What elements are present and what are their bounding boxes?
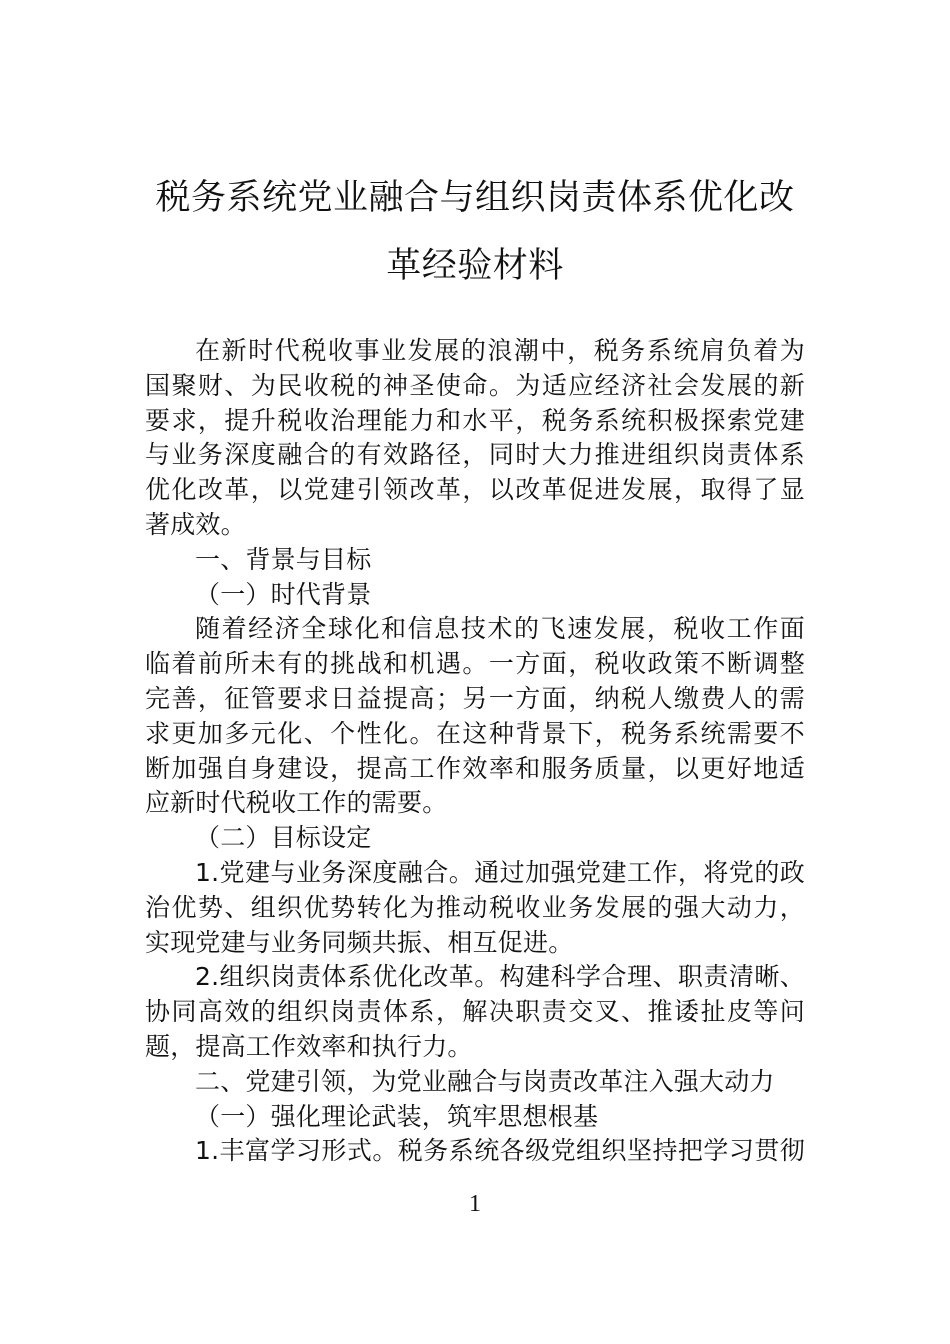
section-heading: 一、背景与目标 (195, 544, 372, 574)
paragraph-line: 优化改革，以党建引领改革，以改革促进发展，取得了显 (145, 475, 805, 505)
paragraph-line: 1.丰富学习形式。税务系统各级党组织坚持把学习贯彻 (195, 1136, 805, 1166)
paragraph-line: 2.组织岗责体系优化改革。构建科学合理、职责清晰、 (195, 962, 805, 992)
paragraph-line: 与业务深度融合的有效路径，同时大力推进组织岗责体系 (145, 440, 805, 470)
paragraph-line: 求更加多元化、个性化。在这种背景下，税务系统需要不 (145, 718, 805, 748)
paragraph-line: 完善，征管要求日益提高；另一方面，纳税人缴费人的需 (145, 683, 805, 713)
paragraph-line: 在新时代税收事业发展的浪潮中，税务系统肩负着为 (195, 336, 805, 365)
document-body (145, 334, 805, 1169)
paragraph-line: 协同高效的组织岗责体系，解决职责交叉、推诿扯皮等问 (145, 997, 805, 1027)
paragraph-line: 断加强自身建设，提高工作效率和服务质量，以更好地适 (145, 753, 805, 783)
paragraph-line: 应新时代税收工作的需要。 (145, 788, 448, 818)
section-heading: 二、党建引领，为党业融合与岗责改革注入强大动力 (195, 1066, 775, 1096)
page-number: 1 (469, 1191, 481, 1217)
document-title-line-1: 税务系统党业融合与组织岗责体系优化改 (155, 178, 795, 218)
paragraph-line: 著成效。 (145, 509, 246, 539)
paragraph-line: 1.党建与业务深度融合。通过加强党建工作，将党的政 (195, 857, 805, 887)
document-title-line-2: 革经验材料 (386, 246, 564, 286)
paragraph-line: 临着前所未有的挑战和机遇。一方面，税收政策不断调整 (145, 649, 805, 679)
paragraph-line: 要求，提升税收治理能力和水平，税务系统积极探索党建 (145, 405, 805, 435)
subsection-heading: （二）目标设定 (195, 823, 372, 853)
subsection-heading: （一）时代背景 (195, 579, 372, 609)
paragraph-line: 治优势、组织优势转化为推动税收业务发展的强大动力， (145, 892, 805, 922)
paragraph-line: 随着经济全球化和信息技术的飞速发展，税收工作面 (195, 614, 805, 644)
paragraph-line: 国聚财、为民收税的神圣使命。为适应经济社会发展的新 (145, 370, 805, 400)
subsection-heading: （一）强化理论武装，筑牢思想根基 (195, 1101, 599, 1131)
paragraph-line: 题，提高工作效率和执行力。 (145, 1031, 473, 1061)
paragraph-line: 实现党建与业务同频共振、相互促进。 (145, 927, 574, 957)
